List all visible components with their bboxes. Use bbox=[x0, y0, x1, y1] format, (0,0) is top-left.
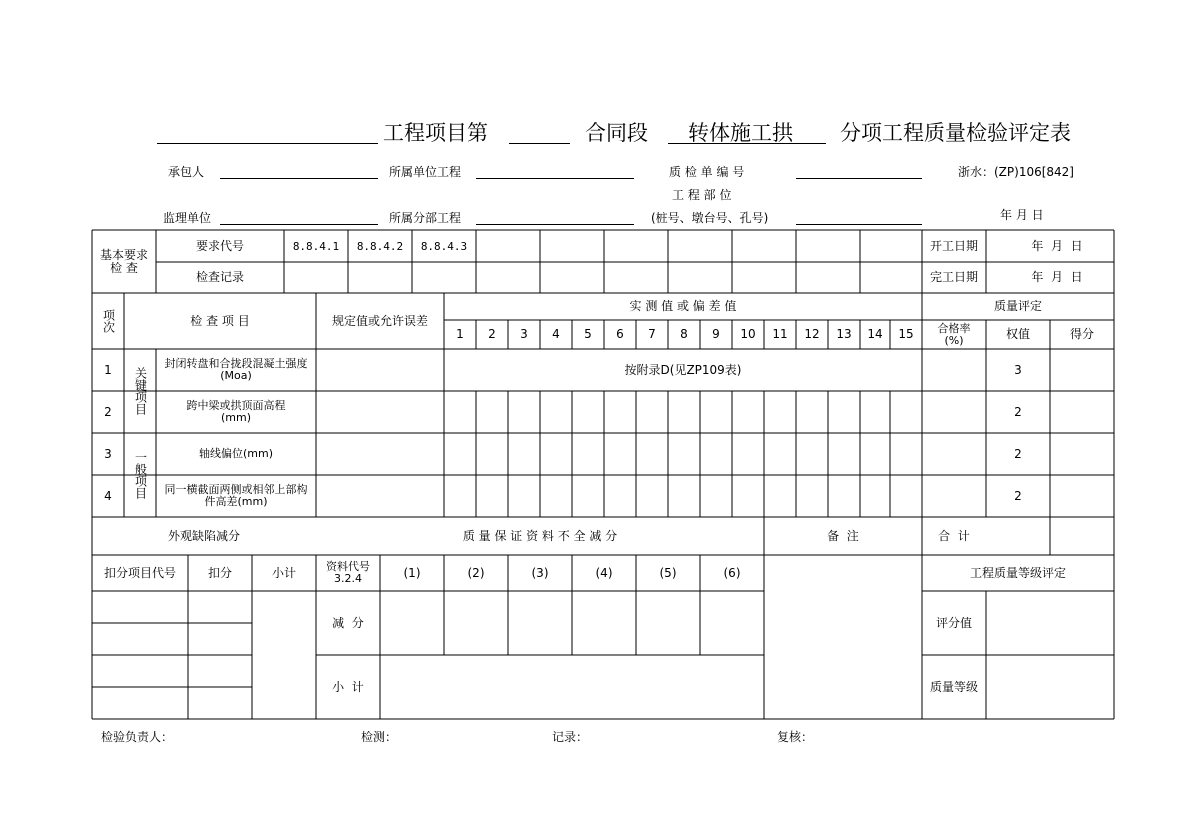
row-1-number: 1 bbox=[104, 362, 112, 377]
measure-col-7: 7 bbox=[648, 327, 656, 341]
col-measured: 实 测 值 或 偏 差 值 bbox=[629, 299, 737, 313]
requirement-code-label: 要求代号 bbox=[195, 238, 244, 253]
row-4-weight: 2 bbox=[1014, 488, 1022, 503]
requirement-code-3: 8.8.4.3 bbox=[420, 239, 468, 253]
sub-project-label: 所属分部工程 bbox=[389, 211, 462, 225]
col-item-number: 项次 bbox=[101, 309, 116, 333]
row-4-number: 4 bbox=[104, 488, 112, 503]
requirement-code-2: 8.8.4.2 bbox=[356, 239, 404, 253]
inspection-record-label: 检查记录 bbox=[195, 270, 244, 284]
header-date: 年 月 日 bbox=[1000, 208, 1044, 222]
contractor-label: 承包人 bbox=[168, 165, 205, 179]
measure-col-6: 6 bbox=[616, 327, 624, 341]
measure-col-10: 10 bbox=[740, 327, 756, 341]
group-key-items: 关键项目 bbox=[133, 367, 148, 415]
doc-item-1: (1) bbox=[403, 565, 421, 580]
measure-col-8: 8 bbox=[680, 327, 688, 341]
row-1-weight: 3 bbox=[1014, 362, 1022, 377]
measure-col-13: 13 bbox=[836, 327, 852, 341]
col-score: 得分 bbox=[1069, 327, 1094, 341]
doc-item-4: (4) bbox=[595, 565, 613, 580]
qc-number-label: 质 检 单 编 号 bbox=[669, 165, 745, 179]
recorder-label: 记录： bbox=[552, 730, 589, 744]
title-part1: 工程项目第 bbox=[383, 121, 488, 145]
reviewer-label: 复核： bbox=[777, 730, 814, 744]
start-date-value: 年 月 日 bbox=[1031, 238, 1083, 253]
row-1-note: 按附录D(见ZP109表) bbox=[624, 362, 742, 377]
measure-col-1: 1 bbox=[456, 327, 464, 341]
doc-item-3: (3) bbox=[531, 565, 549, 580]
measure-col-15: 15 bbox=[898, 327, 914, 341]
appearance-deduction-label: 外观缺陷减分 bbox=[167, 528, 240, 543]
measure-col-4: 4 bbox=[552, 327, 560, 341]
col-quality: 质量评定 bbox=[993, 299, 1042, 313]
row-2-weight: 2 bbox=[1014, 404, 1022, 419]
supervisor-label: 监理单位 bbox=[163, 211, 212, 225]
reduce-label: 减 分 bbox=[332, 615, 364, 630]
end-date-label: 完工日期 bbox=[929, 270, 978, 284]
measure-col-2: 2 bbox=[488, 327, 496, 341]
col-spec: 规定值或允许误差 bbox=[331, 313, 428, 328]
doc-code-label: 资料代号3.2.4 bbox=[326, 560, 370, 585]
row-2-number: 2 bbox=[104, 404, 112, 419]
end-date-value: 年 月 日 bbox=[1031, 270, 1083, 284]
measure-col-11: 11 bbox=[772, 327, 788, 341]
sub-label: 小 计 bbox=[332, 679, 364, 694]
unit-project-label: 所属单位工程 bbox=[389, 165, 462, 179]
measure-col-9: 9 bbox=[712, 327, 720, 341]
title-part3: 转体施工拱 bbox=[688, 121, 793, 145]
score-value-label: 评分值 bbox=[935, 615, 972, 630]
basic-requirement-label: 基本要求检 查 bbox=[99, 247, 148, 275]
quality-grade-label: 质量等级 bbox=[929, 679, 978, 694]
row-3-weight: 2 bbox=[1014, 446, 1022, 461]
deduction-subtotal-label: 小计 bbox=[271, 565, 296, 580]
inspector-label: 检测： bbox=[361, 730, 398, 744]
inspector-lead-label: 检验负责人： bbox=[101, 730, 174, 744]
row-2-item: 跨中梁或拱顶面高程(mm) bbox=[186, 399, 286, 424]
deduction-label: 扣分 bbox=[207, 565, 232, 580]
group-general-items: 一般项目 bbox=[133, 451, 148, 499]
requirement-code-1: 8.8.4.1 bbox=[292, 239, 340, 253]
doc-item-6: (6) bbox=[723, 565, 741, 580]
grade-title: 工程质量等级评定 bbox=[969, 565, 1066, 580]
doc-item-5: (5) bbox=[659, 565, 677, 580]
col-inspection-item: 检 查 项 目 bbox=[190, 313, 250, 328]
doc-item-2: (2) bbox=[467, 565, 485, 580]
title-part4: 分项工程质量检验评定表 bbox=[840, 121, 1071, 145]
quality-docs-deduction-label: 质 量 保 证 资 料 不 全 减 分 bbox=[462, 528, 618, 543]
measure-col-12: 12 bbox=[804, 327, 820, 341]
measure-col-3: 3 bbox=[520, 327, 528, 341]
total-label: 合 计 bbox=[938, 528, 970, 543]
row-1-item: 封闭转盘和合拢段混凝土强度(Moa) bbox=[164, 357, 308, 382]
deduction-item-code-label: 扣分项目代号 bbox=[103, 565, 176, 580]
measure-col-14: 14 bbox=[867, 327, 883, 341]
col-weight: 权值 bbox=[1005, 327, 1030, 341]
col-pass-rate: 合格率(%) bbox=[937, 321, 971, 347]
location-label: 工 程 部 位 bbox=[672, 188, 732, 202]
form-code: 浙水：(ZP)106[842] bbox=[958, 165, 1074, 179]
measure-col-5: 5 bbox=[584, 327, 592, 341]
start-date-label: 开工日期 bbox=[929, 238, 978, 253]
row-3-item: 轴线偏位(mm) bbox=[198, 447, 273, 460]
location-sub-label: (桩号、墩台号、孔号) bbox=[651, 211, 769, 225]
row-4-item: 同一横截面两侧或相邻上部构件高差(mm) bbox=[164, 483, 308, 508]
row-3-number: 3 bbox=[104, 446, 112, 461]
title-part2: 合同段 bbox=[585, 121, 648, 145]
remarks-label: 备 注 bbox=[827, 528, 859, 543]
